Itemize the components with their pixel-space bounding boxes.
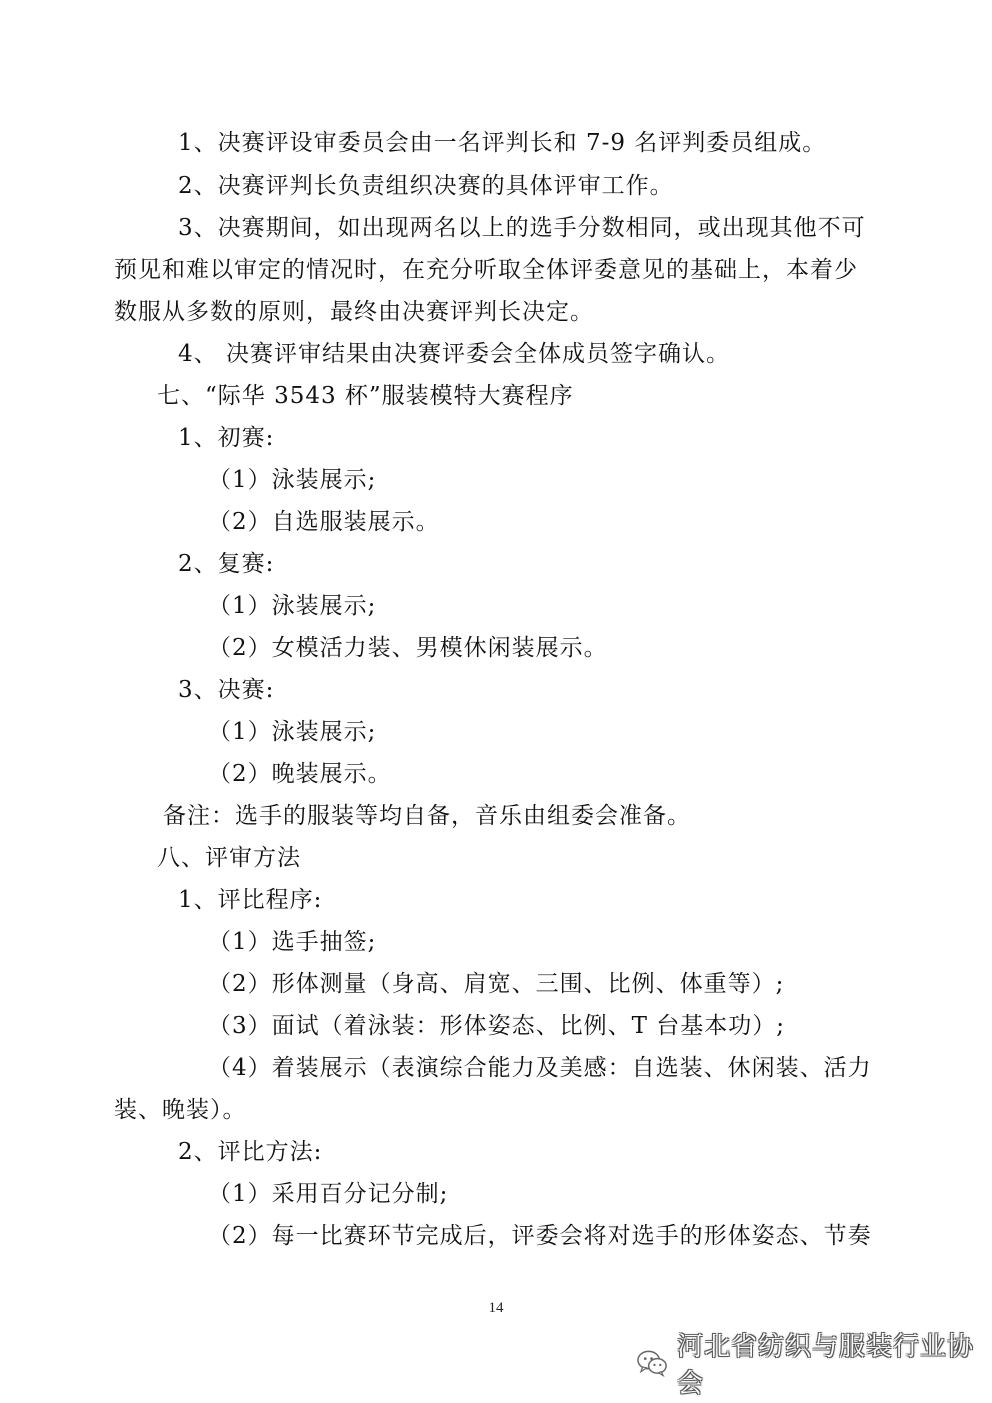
- text-line: （2）女模活力装、男模休闲装展示。: [208, 635, 608, 661]
- text-line: （2）自选服装展示。: [208, 509, 440, 535]
- text-line: 1、决赛评设审委员会由一名评判长和 7-9 名评判委员组成。: [178, 130, 827, 156]
- watermark-text: 河北省纺织与服装行业协会: [677, 1332, 975, 1399]
- text-line: （4）着装展示（表演综合能力及美感：自选装、休闲装、活力: [208, 1055, 872, 1081]
- text-line: （1）泳装展示;: [208, 467, 377, 493]
- text-line: （1）选手抽签;: [208, 929, 377, 955]
- text-line: （2）每一比赛环节完成后，评委会将对选手的形体姿态、节奏: [208, 1223, 872, 1249]
- text-line: 2、决赛评判长负责组织决赛的具体评审工作。: [178, 173, 674, 199]
- note-line: 备注：选手的服装等均自备，音乐由组委会准备。: [163, 803, 691, 829]
- text-line: （1）采用百分记分制;: [208, 1181, 449, 1207]
- section-heading: 七、“际华 3543 杯”服装模特大赛程序: [157, 383, 574, 409]
- text-line: 1、初赛:: [178, 425, 275, 451]
- text-line: （2）晚装展示。: [208, 761, 392, 787]
- page-number: 14: [488, 1300, 504, 1316]
- text-line: （1）泳装展示;: [208, 593, 377, 619]
- text-line: 4、 决赛评审结果由决赛评委会全体成员签字确认。: [178, 341, 730, 367]
- text-line: 2、复赛:: [178, 551, 275, 577]
- text-line: 3、决赛期间，如出现两名以上的选手分数相同，或出现其他不可: [178, 215, 866, 241]
- text-line: 1、评比程序:: [178, 887, 323, 913]
- text-line: 数服从多数的原则，最终由决赛评判长决定。: [114, 299, 594, 325]
- text-line: （2）形体测量（身高、肩宽、三围、比例、体重等）;: [208, 971, 785, 997]
- text-line: 2、评比方法:: [178, 1139, 323, 1165]
- text-line: （3）面试（着泳装：形体姿态、比例、T 台基本功）;: [208, 1013, 786, 1039]
- section-heading: 八、评审方法: [157, 845, 301, 871]
- text-line: （1）泳装展示;: [208, 719, 377, 745]
- text-line: 预见和难以审定的情况时，在充分听取全体评委意见的基础上，本着少: [114, 257, 858, 283]
- text-line: 装、晚装）。: [114, 1097, 247, 1123]
- wechat-icon: [636, 1346, 669, 1380]
- text-line: 3、决赛:: [178, 677, 275, 703]
- watermark: [636, 1332, 992, 1399]
